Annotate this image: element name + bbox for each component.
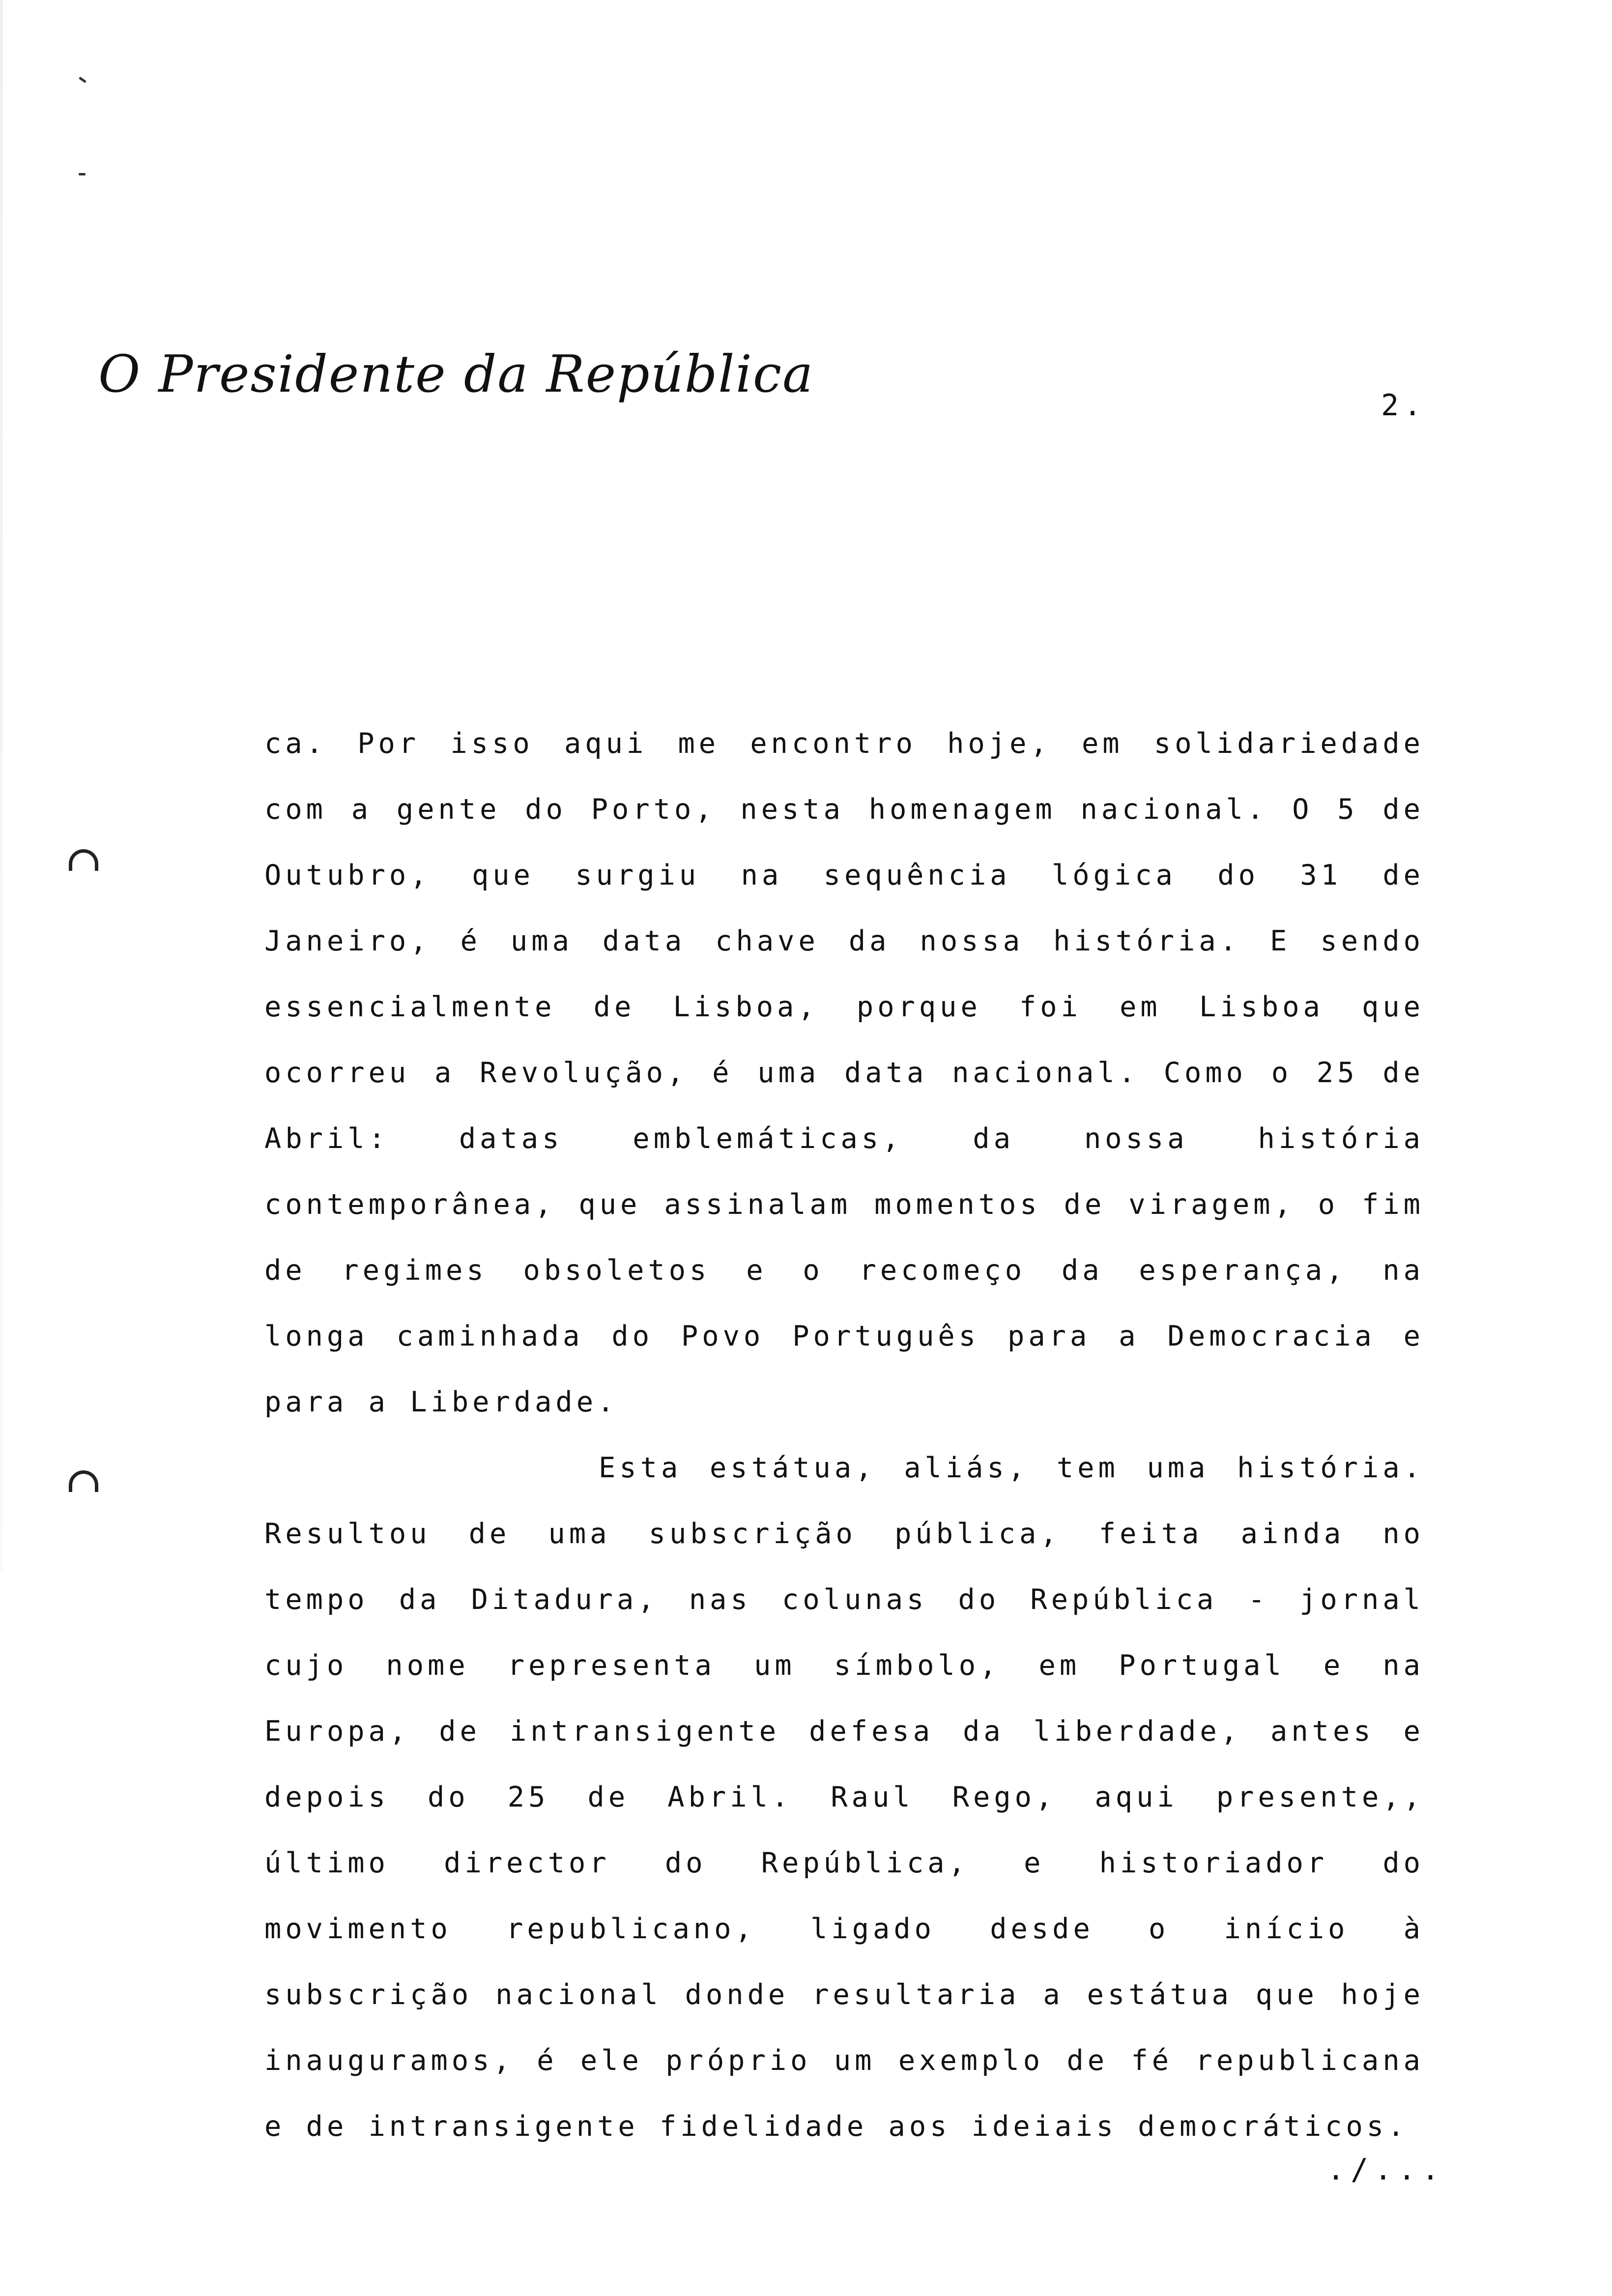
letterhead: O Presidente da República (98, 344, 814, 404)
scan-mark (79, 77, 86, 83)
punch-hole-icon (69, 1470, 98, 1492)
page-number: 2. (1381, 388, 1427, 423)
scan-edge (0, 0, 3, 1573)
continuation-mark: ./... (1327, 2152, 1445, 2187)
paragraph: Esta estátua, aliás, tem uma história. Resultou de uma subscrição pública, feita ainda no tempo da Ditadura, nas colunas do República - jornal cujo nome representa um símbolo, em Portugal e na Europa, de intransigente defesa da liberdade, antes e depois do 25 de Abril. Raul Rego, aqui presente,, último director do República, e historiador do movimento republicano, ligado desde o início à subscrição nacional donde resultaria a estátua que hoje inauguramos, é ele próprio um exemplo de fé republicana e de intransigente fidelidade aos ideiais democráticos. (264, 1452, 1424, 2143)
scan-mark (79, 173, 86, 175)
paragraph: ca. Por isso aqui me encontro hoje, em solidariedade com a gente do Porto, nesta homenagem nacional. O 5 de Outubro, que surgiu na sequência lógica do 31 de Janeiro, é uma data chave da nossa história. E sendo essencialmente de Lisboa, porque foi em Lisboa que ocorreu a Revolução, é uma data nacional. Como o 25 de Abril: datas emblemáticas, da nossa história contemporânea, que assinalam momentos de viragem, o fim de regimes obsoletos e o recomeço da esperança, na longa caminhada do Povo Português para a Democracia e para a Liberdade. (264, 727, 1424, 1418)
punch-hole-icon (69, 849, 98, 871)
